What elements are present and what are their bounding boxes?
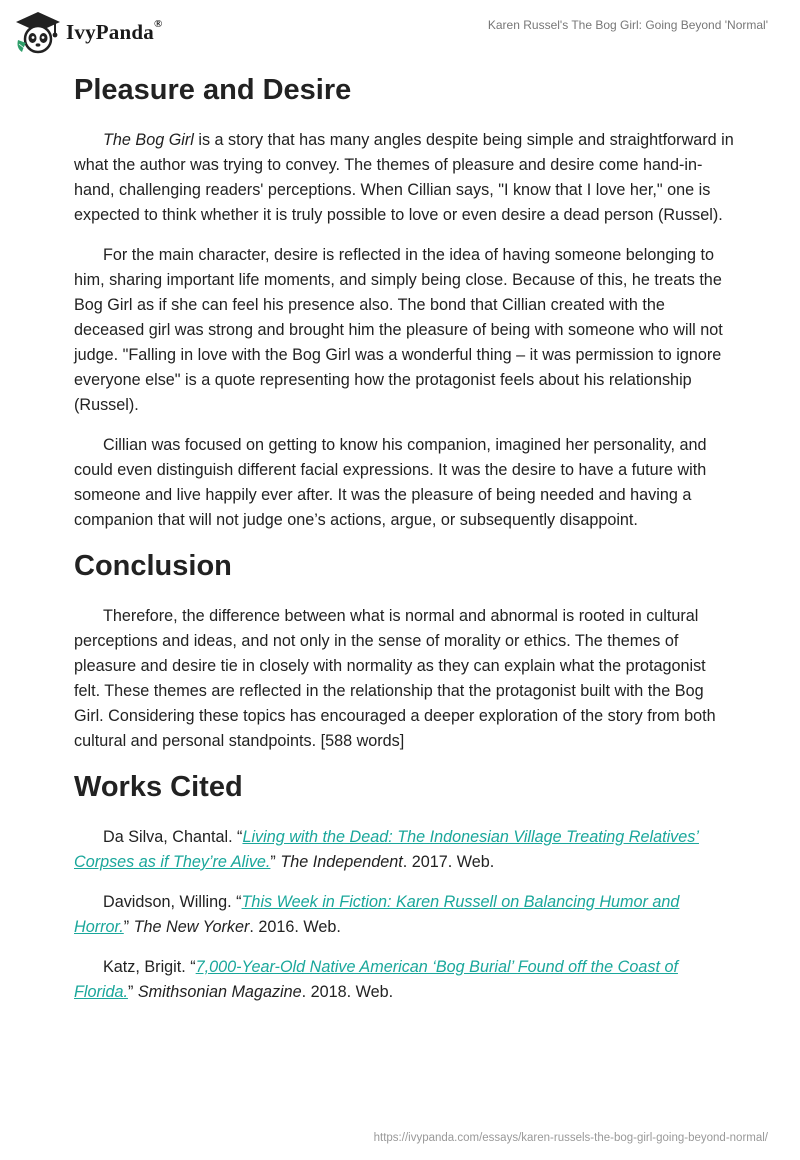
essay-content [74, 72, 734, 1020]
citation-entry: Da Silva, Chantal. “Living with the Dead: The Indonesian Village Treating Relatives’ Corpses as if They’re Alive.” The Independent. 2017. Web. [74, 828, 699, 871]
section-heading: Conclusion [74, 550, 232, 582]
section-works-cited [74, 769, 734, 1005]
citation-link[interactable]: 7,000-Year-Old Native American ‘Bog Burial’ Found off the Coast of Florida. [74, 958, 678, 1001]
citation-entry: Davidson, Willing. “This Week in Fiction: Karen Russell on Balancing Humor and Horror.” The New Yorker. 2016. Web. [74, 893, 680, 936]
section-pleasure-and-desire [74, 72, 734, 533]
book-title: The Bog Girl [103, 131, 194, 149]
section-conclusion [74, 548, 734, 754]
citation-entry: Katz, Brigit. “7,000-Year-Old Native American ‘Bog Burial’ Found off the Coast of Florida.” Smithsonian Magazine. 2018. Web. [74, 958, 678, 1001]
paragraph: For the main character, desire is reflected in the idea of having someone belonging to him, sharing important life moments, and simply being close. Because of this, he treats the Bog Girl as if she can feel his presence also. The bond that Cillian created with the deceased girl was strong and brought him the pleasure of being with someone who will not judge. "Falling in love with the Bog Girl was a wonderful thing – it was permission to ignore everyone else" is a quote representing how the protagonist feels about his relationship (Russel). [74, 246, 723, 414]
brand-name: IvyPanda® [66, 17, 163, 44]
source-url[interactable]: https://ivypanda.com/essays/karen-russels-the-bog-girl-going-beyond-normal/ [373, 1132, 768, 1144]
paragraph: Therefore, the difference between what is normal and abnormal is rooted in cultural perceptions and ideas, and not only in the sense of morality or ethics. The themes of pleasure and desire tie in closely with normality as they can explain what the protagonist felt. These themes are reflected in the relationship that the protagonist built with the Bog Girl. Considering these topics has encouraged a deeper exploration of the story from both cultural and personal standpoints. [588 words] [74, 607, 716, 750]
citation-link[interactable]: This Week in Fiction: Karen Russell on Balancing Humor and Horror. [74, 893, 680, 936]
section-heading: Works Cited [74, 771, 243, 803]
citation-link[interactable]: Living with the Dead: The Indonesian Village Treating Relatives’ Corpses as if They’re Alive. [74, 828, 699, 871]
document-title: Karen Russel's The Bog Girl: Going Beyond 'Normal' [487, 18, 768, 32]
paragraph: Cillian was focused on getting to know his companion, imagined her personality, and could even distinguish different facial expressions. It was the desire to have a future with someone and live happily ever after. It was the pleasure of being needed and having a companion that will not judge one’s actions, argue, or subsequently disappoint. [74, 436, 707, 529]
section-heading: Pleasure and Desire [74, 74, 352, 106]
ivypanda-logo[interactable] [14, 10, 162, 54]
paragraph: The Bog Girl is a story that has many angles despite being simple and straightforward in what the author was trying to convey. The themes of pleasure and desire come hand-in-hand, challenging readers' perceptions. When Cillian says, "I know that I love her," one is expected to think whether it is truly possible to love or even desire a dead person (Russel). [74, 131, 734, 224]
panda-graduate-icon [14, 10, 62, 54]
page-header [0, 0, 800, 60]
